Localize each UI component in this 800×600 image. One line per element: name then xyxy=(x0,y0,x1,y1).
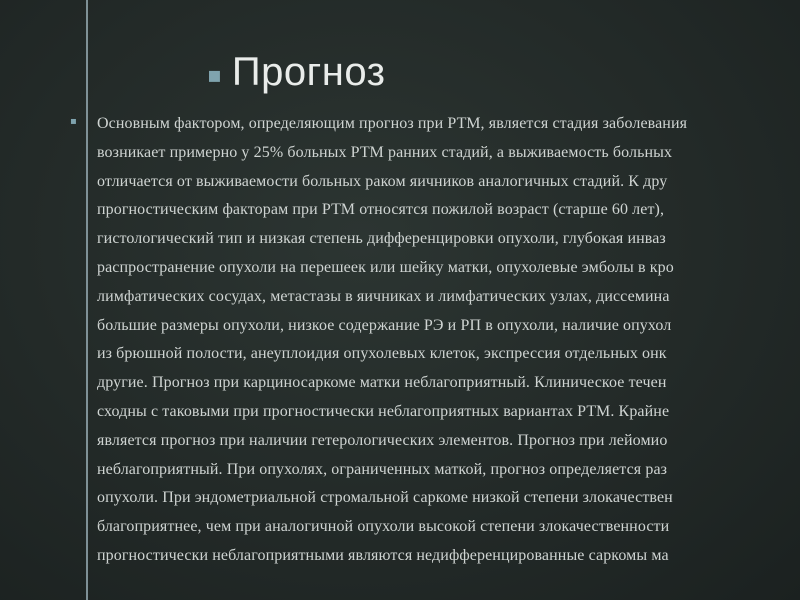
body-line: из брюшной полости, анеуплоидия опухолевых клеток, экспрессия отдельных онк xyxy=(97,345,667,363)
body-line: распространение опухоли на перешеек или шейку матки, опухолевые эмболы в кро xyxy=(97,258,674,276)
body-line: прогностически неблагоприятными являются недифференцированные саркомы ма xyxy=(97,546,669,564)
body-text xyxy=(97,110,800,571)
body-line: лимфатических сосудах, метастазы в яичниках и лимфатических узлах, диссемина xyxy=(97,287,670,305)
slide-title: Прогноз xyxy=(231,50,386,94)
body-line: опухоли. При эндометриальной стромальной саркоме низкой степени злокачествен xyxy=(97,489,673,507)
body-bullet-icon: ▪ xyxy=(70,116,77,127)
body-line: прогностическим факторам при РТМ относятся пожилой возраст (старше 60 лет), xyxy=(97,201,665,219)
body-line: Основным фактором, определяющим прогноз при РТМ, является стадия заболевания xyxy=(97,115,688,132)
body-line: возникает примерно у 25% больных РТМ ранних стадий, а выживаемость больных xyxy=(97,143,673,161)
body-line: неблагоприятный. При опухолях, ограниченных маткой, прогноз определяется раз xyxy=(97,460,668,478)
body-line: сходны с таковыми при прогностически неблагоприятных вариантах РТМ. Крайне xyxy=(97,402,670,420)
body-line: другие. Прогноз при карциносаркоме матки неблагоприятный. Клиническое течен xyxy=(97,374,667,392)
title-bullet-icon: ▪ xyxy=(207,63,222,88)
vertical-divider-line xyxy=(86,0,88,600)
body-line: гистологический тип и низкая степень дифференцировки опухоли, глубокая инваз xyxy=(97,230,666,248)
body-line: большие размеры опухоли, низкое содержание РЭ и РП в опухоли, наличие опухол xyxy=(97,316,672,334)
title-row xyxy=(207,44,385,100)
body-line: отличается от выживаемости больных раком яичников аналогичных стадий. К дру xyxy=(97,172,668,190)
body-line: благоприятнее, чем при аналогичной опухоли высокой степени злокачественности xyxy=(97,518,670,536)
body-line: является прогноз при наличии гетерологических элементов. Прогноз при лейомио xyxy=(97,431,668,449)
